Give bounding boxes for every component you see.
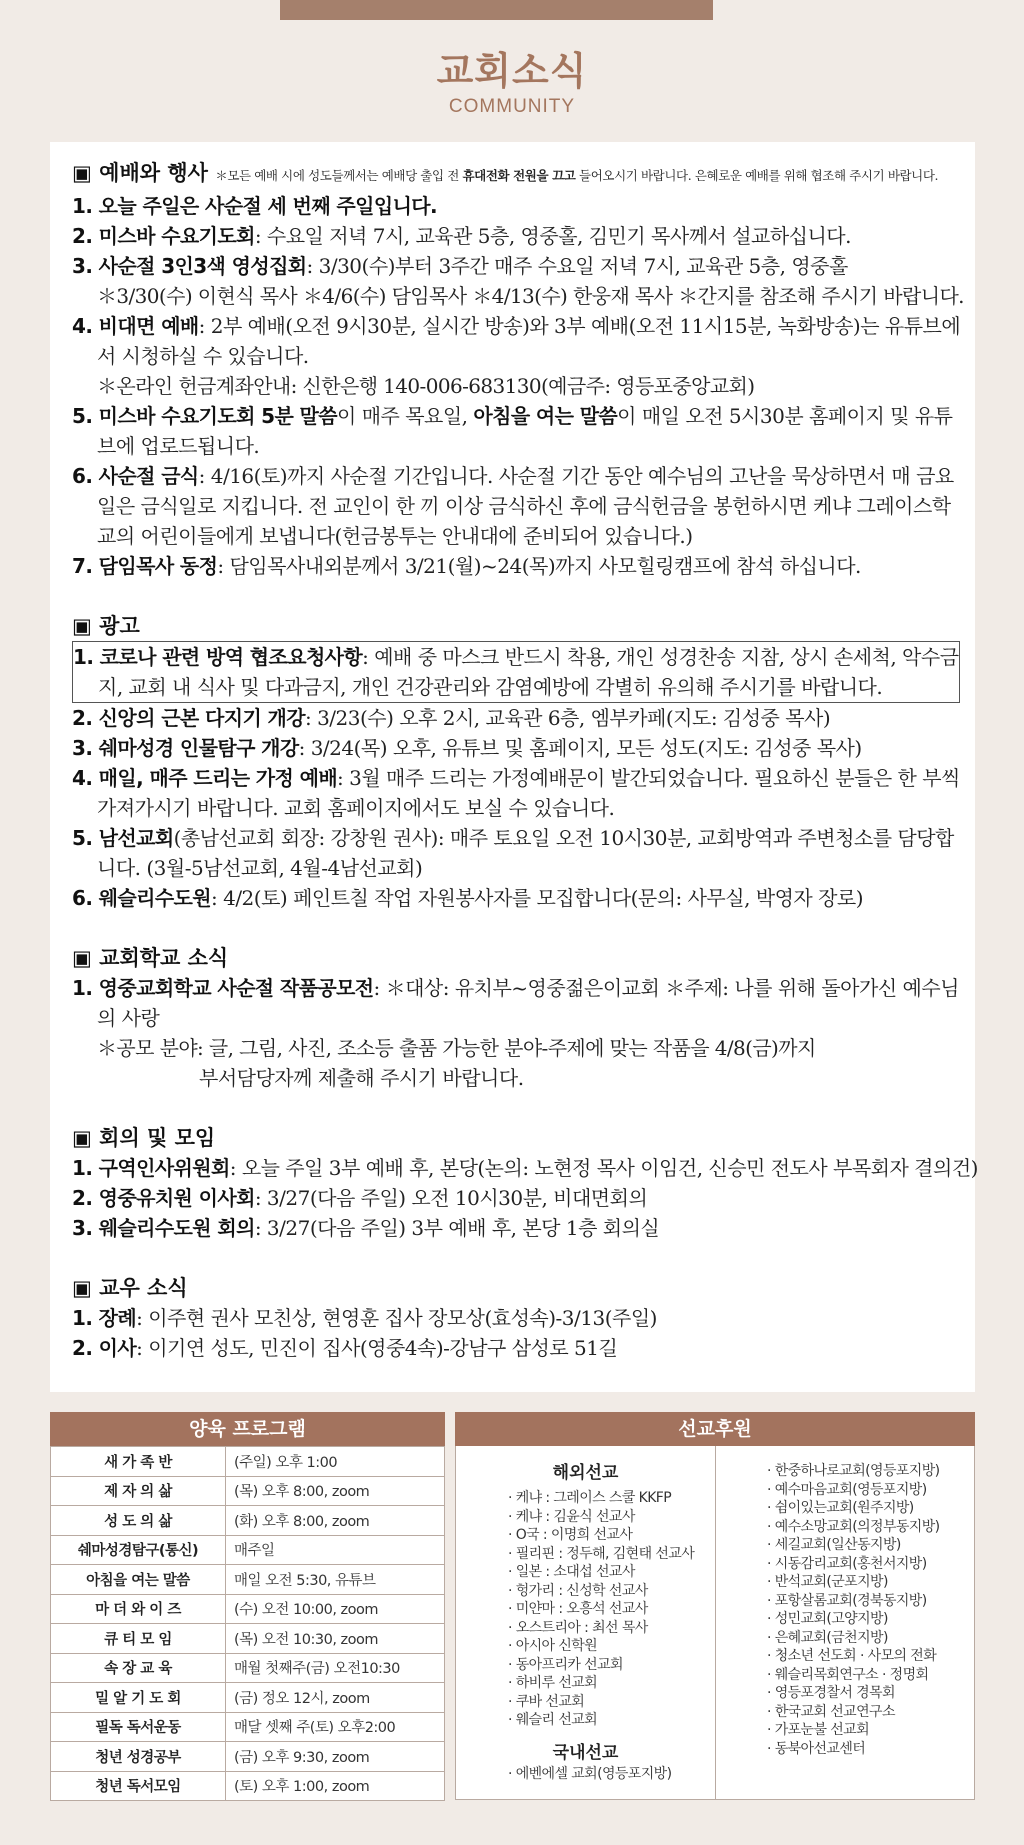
- table-row: [51, 1535, 445, 1565]
- list-item: · 반석교회(군포지방): [767, 1574, 888, 1590]
- table-row: [51, 1506, 445, 1536]
- program-name: 쉐마성경탐구(통신): [51, 1535, 226, 1565]
- program-name: 속 장 교 육: [51, 1653, 226, 1683]
- program-schedule: 매주일: [226, 1535, 445, 1565]
- list-item: · 성민교회(고양지방): [767, 1611, 888, 1627]
- list-item: 1. 장례: 이주현 권사 모친상, 현영훈 집사 장모상(효성속)-3/13(주일): [72, 1306, 657, 1330]
- overseas-heading: 해외선교: [552, 1463, 619, 1483]
- list-item: · O국 : 이명희 선교사: [508, 1527, 633, 1543]
- table-row: [51, 1476, 445, 1506]
- program-name: 마 더 와 이 즈: [51, 1594, 226, 1624]
- list-item: · 가포눈불 선교회: [767, 1722, 870, 1738]
- program-schedule: 매달 셋째 주(토) 오후2:00: [226, 1712, 445, 1742]
- top-accent-bar: [280, 0, 713, 20]
- list-item: · 쿠바 선교회: [508, 1693, 585, 1710]
- covid-notice-box: 1. 코로나 관련 방역 협조요청사항: 예배 중 마스크 반드시 착용, 개인 성경찬송 지참, 상시 손세척, 악수금지, 교회 내 식사 및 다과금지, 개인 건강관리와 감염예방에 각별히 유의해 주시기를 바랍니다.: [72, 641, 960, 703]
- list-item: · 시동감리교회(홍천서지방): [767, 1555, 927, 1572]
- section-meetings-heading: ▣ 회의 및 모임: [72, 1126, 216, 1150]
- domestic-list: [468, 1765, 715, 1784]
- list-item: 4. 비대면 예배: 2부 예배(오전 9시30분, 실시간 방송)와 3부 예배(오전 11시15분, 녹화방송)는 유튜브에서 시청하실 수 있습니다.: [72, 314, 961, 368]
- list-item: 6. 웨슬리수도원: 4/2(토) 페인트칠 작업 자원봉사자를 모집합니다(문의: 사무실, 박영자 장로): [72, 886, 864, 910]
- missions-right-column: [716, 1446, 974, 1758]
- list-item: 6. 사순절 금식: 4/16(토)까지 사순절 기간입니다. 사순절 기간 동안 예수님의 고난을 묵상하면서 매 금요일은 금식일로 지킵니다. 전 교인이 한 끼 이상 금식하신 후에 금식헌금을 봉헌하시면 케냐 그레이스학교의 어린이들에게 보냅니다(헌금봉투는 안내대에 준비되어 있습니다.): [72, 464, 954, 548]
- program-schedule: 매일 오전 5:30, 유튜브: [226, 1565, 445, 1595]
- table-row: [51, 1742, 445, 1772]
- list-item: · 예수소망교회(의정부동지방): [767, 1518, 940, 1535]
- table-row: [51, 1594, 445, 1624]
- program-name: 필독 독서운동: [51, 1712, 226, 1742]
- news-panel: [50, 142, 978, 1392]
- list-item: · 에벤에셀 교회(영등포지방): [508, 1765, 672, 1782]
- table-row: [51, 1771, 445, 1801]
- list-item: 3. 웨슬리수도원 회의: 3/27(다음 주일) 3부 예배 후, 본당 1층 회의실: [72, 1216, 660, 1240]
- list-item: 1. 구역인사위원회: 오늘 주일 3부 예배 후, 본당(논의: 노현정 목사 이임건, 신승민 전도사 부목회자 결의건): [72, 1156, 978, 1180]
- program-schedule: (목) 오전 10:30, zoom: [226, 1624, 445, 1654]
- list-item: · 미얀마 : 오흥석 선교사: [508, 1601, 648, 1617]
- list-subitem: 부서담당자께 제출해 주시기 바랍니다.: [199, 1066, 524, 1090]
- program-name: 청년 성경공부: [51, 1742, 226, 1772]
- list-item: 1. 영중교회학교 사순절 작품공모전: ＊대상: 유치부~영중젊은이교회 ＊주제: 나를 위해 돌아가신 예수님의 사랑: [72, 976, 959, 1030]
- section-notices-heading: ▣ 광고: [72, 614, 140, 638]
- phone-notice: ＊모든 예배 시에 성도들께서는 예배당 출입 전 휴대전화 전원을 끄고 들어오시기 바랍니다. 은혜로운 예배를 위해 협조해 주시기 바랍니다.: [215, 168, 939, 183]
- program-schedule: 매월 첫째주(금) 오전10:30: [226, 1653, 445, 1683]
- domestic-heading: 국내선교: [552, 1742, 619, 1763]
- program-schedule: (토) 오후 1:00, zoom: [226, 1771, 445, 1801]
- section-members-heading: ▣ 교우 소식: [72, 1276, 188, 1300]
- overseas-list: [468, 1489, 715, 1730]
- program-schedule: (화) 오후 8:00, zoom: [226, 1506, 445, 1536]
- table-row: [51, 1712, 445, 1742]
- list-item: · 케냐 : 그레이스 스쿨 KKFP: [508, 1490, 672, 1506]
- list-item: · 일본 : 소대섭 선교사: [508, 1564, 635, 1580]
- supported-list: [727, 1462, 974, 1758]
- program-name: 아침을 여는 말씀: [51, 1565, 226, 1595]
- list-subitem: ＊온라인 헌금계좌안내: 신한은행 140-006-683130(예금주: 영등포중앙교회): [97, 374, 755, 398]
- section-school-heading: ▣ 교회학교 소식: [72, 946, 229, 970]
- list-item: 5. 남선교회(총남선교회 회장: 강창원 권사): 매주 토요일 오전 10시30분, 교회방역과 주변청소를 담당합니다. (3월-5남선교회, 4월-4남선교회): [72, 826, 954, 880]
- list-item: 3. 사순절 3인3색 영성집회: 3/30(수)부터 3주간 매주 수요일 저녁 7시, 교육관 5층, 영중홀: [72, 254, 848, 278]
- table-row: [51, 1683, 445, 1713]
- program-schedule: (금) 오후 9:30, zoom: [226, 1742, 445, 1772]
- list-item: 3. 쉐마성경 인물탐구 개강: 3/24(목) 오후, 유튜브 및 홈페이지, 모든 성도(지도: 김성중 목사): [72, 736, 862, 760]
- list-item: · 세길교회(일산동지방): [767, 1537, 901, 1553]
- list-item: · 아시아 신학원: [508, 1638, 598, 1654]
- list-item: · 청소년 선도회 · 사모의 전화: [767, 1648, 937, 1664]
- list-item: · 한중하나로교회(영등포지방): [767, 1463, 940, 1479]
- list-item: 7. 담임목사 동정: 담임목사내외분께서 3/21(월)~24(목)까지 사모힐링캠프에 참석 하십니다.: [72, 554, 861, 578]
- list-item: · 포항살롬교회(경북동지방): [767, 1592, 927, 1609]
- list-item: · 케냐 : 김윤식 선교사: [508, 1508, 635, 1525]
- list-item: · 오스트리아 : 최선 목사: [508, 1619, 648, 1636]
- missions-left-column: [456, 1446, 716, 1799]
- list-item: · 웨슬리 선교회: [508, 1712, 598, 1728]
- program-schedule: (수) 오전 10:00, zoom: [226, 1594, 445, 1624]
- table-row: [51, 1447, 445, 1477]
- list-item: 2. 이사: 이기연 성도, 민진이 집사(영중4속)-강남구 삼성로 51길: [72, 1336, 618, 1360]
- programs-title: 양육 프로그램: [50, 1412, 445, 1446]
- list-item: · 동북아선교센터: [767, 1740, 866, 1757]
- programs-list: [50, 1446, 445, 1801]
- list-item: · 쉼이있는교회(원주지방): [767, 1500, 914, 1516]
- list-item: · 하비루 선교회: [508, 1675, 598, 1691]
- list-item: 4. 매일, 매주 드리는 가정 예배: 3월 매주 드리는 가정예배문이 발간되었습니다. 필요하신 분들은 한 부씩 가져가시기 바랍니다. 교회 홈페이지에서도 보실 수 있습니다.: [72, 766, 960, 820]
- missions-title: 선교후원: [455, 1412, 975, 1446]
- program-name: 제 자 의 삶: [51, 1476, 226, 1506]
- program-name: 밀 알 기 도 회: [51, 1683, 226, 1713]
- program-schedule: (금) 정오 12시, zoom: [226, 1683, 445, 1713]
- list-item: · 웨슬리목회연구소 · 정명회: [767, 1666, 929, 1683]
- program-schedule: (목) 오후 8:00, zoom: [226, 1476, 445, 1506]
- list-item: 1. 오늘 주일은 사순절 세 번째 주일입니다.: [72, 194, 438, 218]
- list-item: · 필리핀 : 정두해, 김현태 선교사: [508, 1545, 695, 1562]
- table-row: [51, 1624, 445, 1654]
- list-item: 5. 미스바 수요기도회 5분 말씀이 매주 목요일, 아침을 여는 말씀이 매일 오전 5시30분 홈페이지 및 유튜브에 업로드됩니다.: [72, 404, 953, 458]
- program-schedule: (주일) 오후 1:00: [226, 1447, 445, 1477]
- list-item: 2. 영중유치원 이사회: 3/27(다음 주일) 오전 10시30분, 비대면회의: [72, 1186, 648, 1210]
- page-title: 교회소식: [436, 49, 588, 93]
- list-subitem: ＊3/30(수) 이현식 목사 ＊4/6(수) 담임목사 ＊4/13(수) 한웅재 목사 ＊간지를 참조해 주시기 바랍니다.: [97, 284, 964, 308]
- list-item: 2. 신앙의 근본 다지기 개강: 3/23(수) 오후 2시, 교육관 6층, 엠부카페(지도: 김성중 목사): [72, 706, 831, 730]
- program-name: 성 도 의 삶: [51, 1506, 226, 1536]
- page-subtitle: COMMUNITY: [448, 96, 576, 117]
- programs-table: [50, 1412, 445, 1801]
- list-item: · 한국교회 선교연구소: [767, 1703, 895, 1720]
- table-row: [51, 1565, 445, 1595]
- program-name: 청년 독서모임: [51, 1771, 226, 1801]
- list-subitem: ＊공모 분야: 글, 그림, 사진, 조소등 출품 가능한 분야-주제에 맞는 작품을 4/8(금)까지: [97, 1036, 816, 1060]
- list-item: · 헝가리 : 신성학 선교사: [508, 1582, 648, 1599]
- list-item: · 예수마음교회(영등포지방): [767, 1481, 927, 1498]
- list-item: · 은혜교회(금천지방): [767, 1629, 888, 1646]
- table-row: [51, 1653, 445, 1683]
- list-item: · 영등포경찰서 경목회: [767, 1685, 895, 1701]
- list-item: 2. 미스바 수요기도회: 수요일 저녁 7시, 교육관 5층, 영중홀, 김민기 목사께서 설교하십니다.: [72, 224, 851, 248]
- list-item: · 동아프리카 선교회: [508, 1656, 623, 1673]
- program-name: 큐 티 모 임: [51, 1624, 226, 1654]
- program-name: 새 가 족 반: [51, 1447, 226, 1477]
- missions-panel: [455, 1412, 975, 1800]
- section-worship-heading: ▣ 예배와 행사 ＊모든 예배 시에 성도들께서는 예배당 출입 전 휴대전화 전원을 끄고 들어오시기 바랍니다. 은혜로운 예배를 위해 협조해 주시기 바랍니다.: [72, 161, 939, 185]
